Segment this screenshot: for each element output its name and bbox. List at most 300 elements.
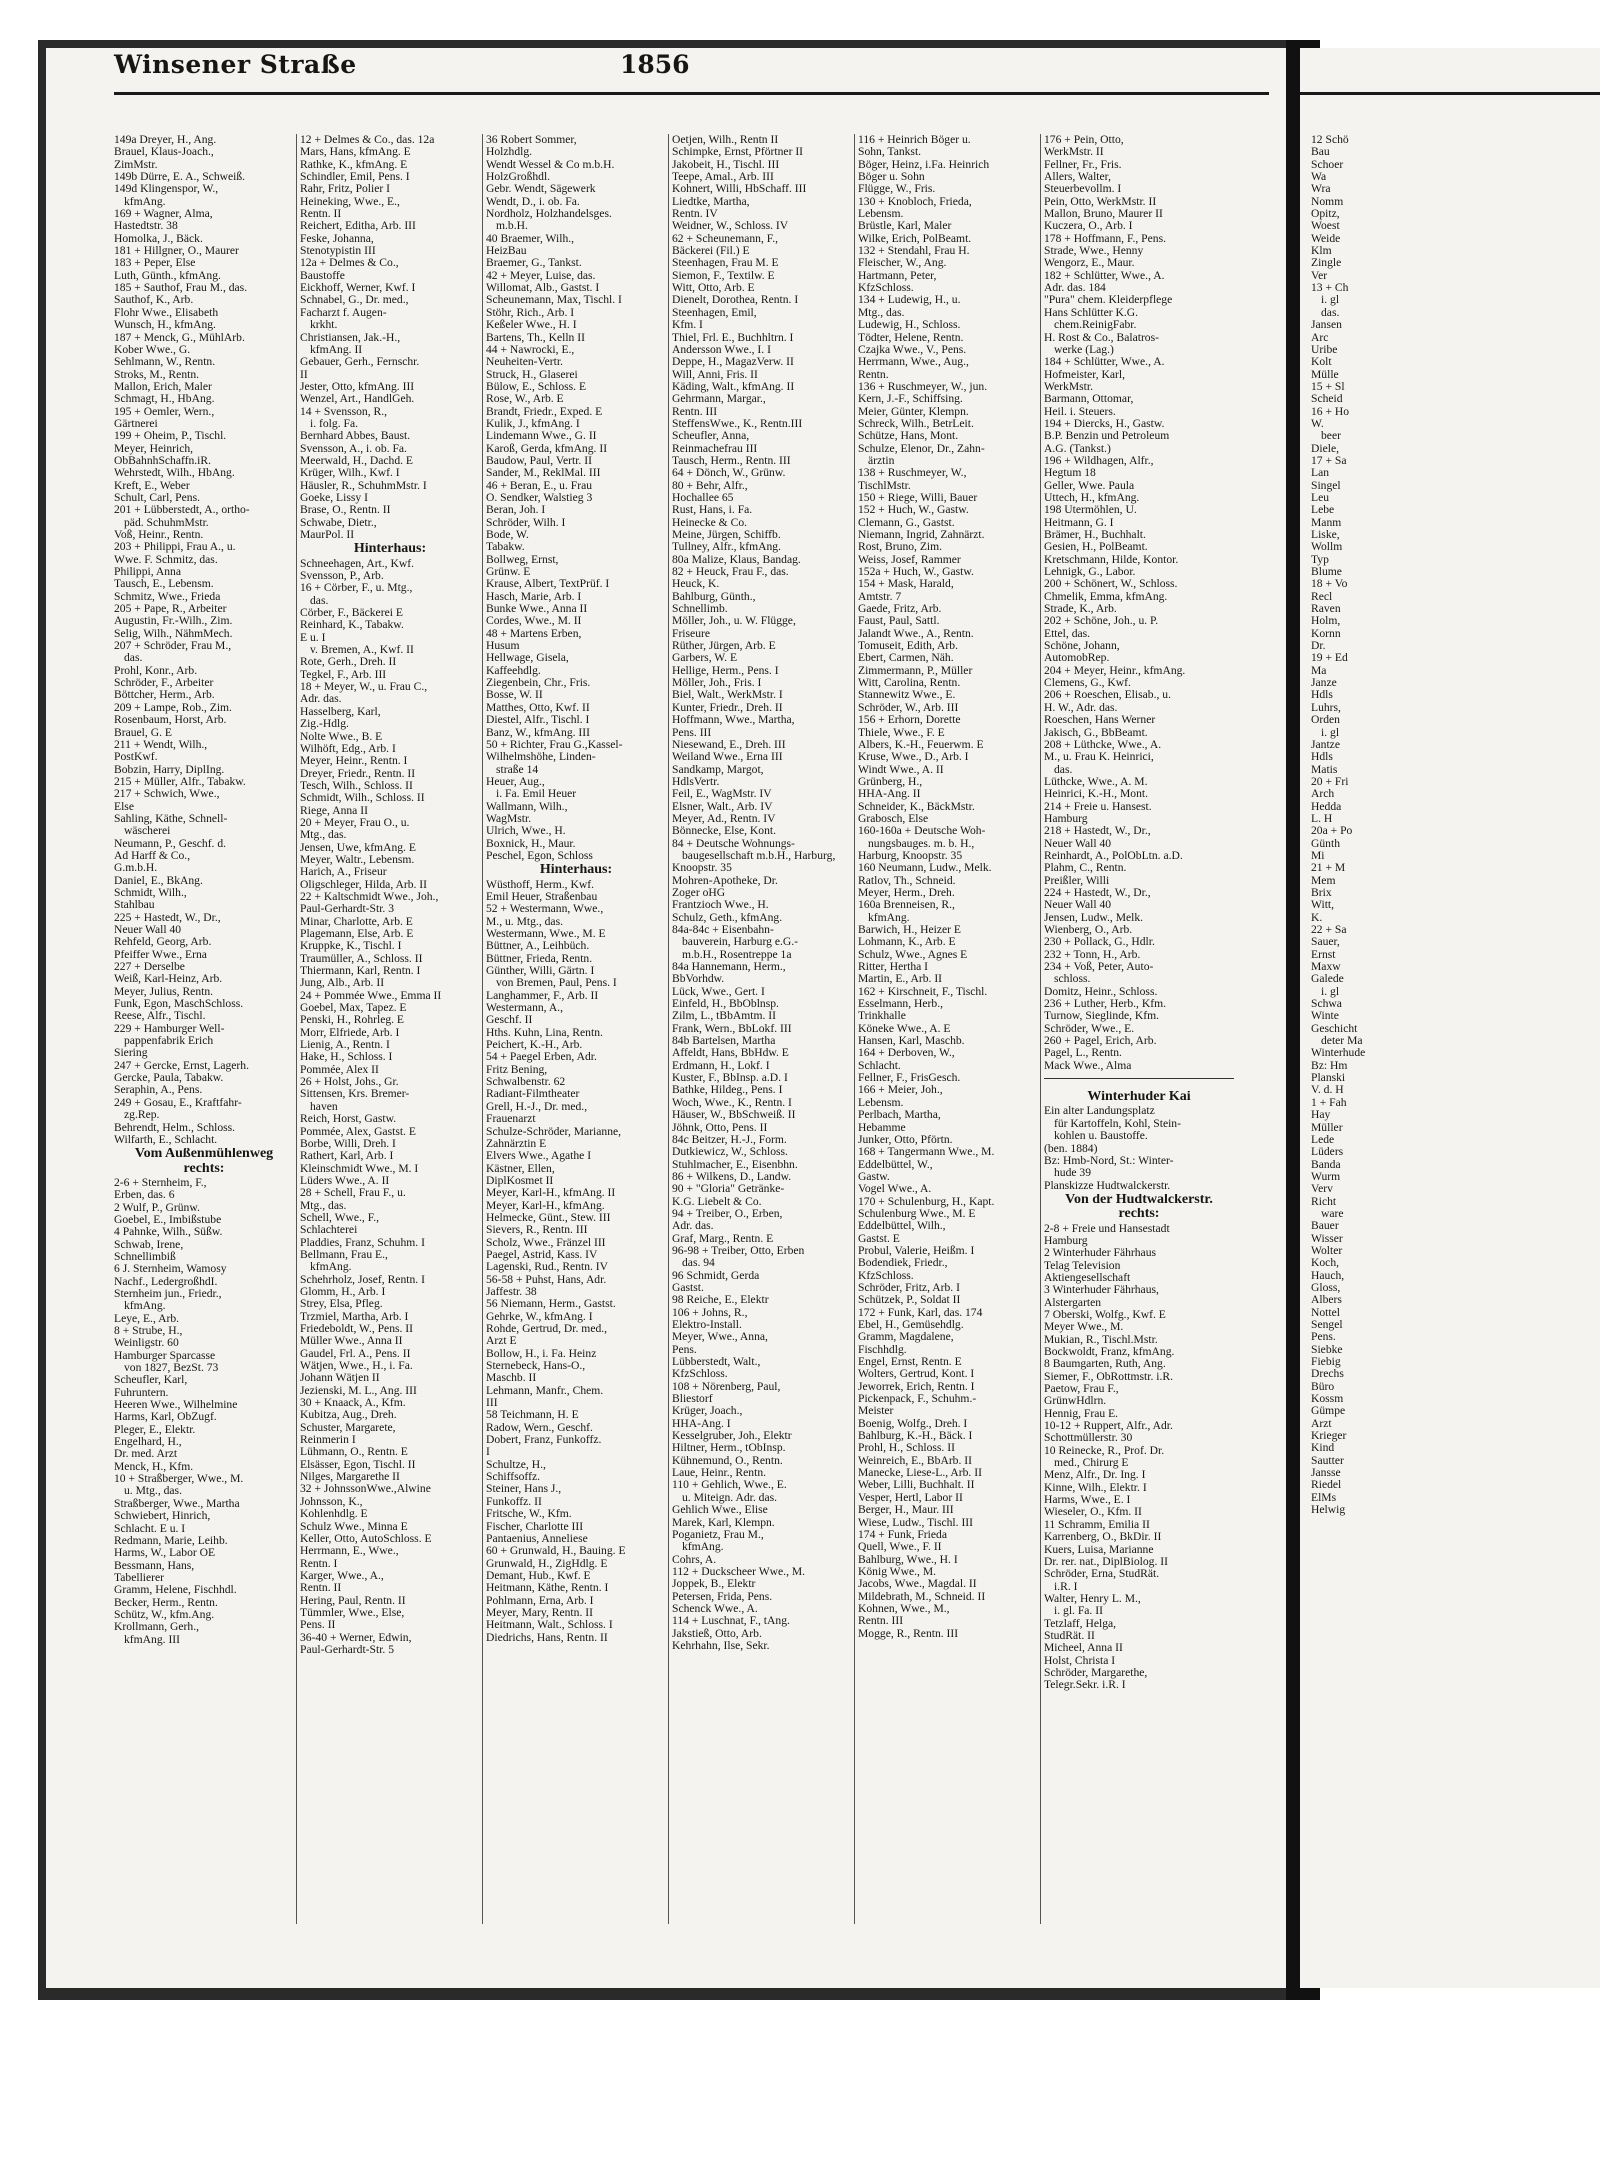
directory-entry-line: GrünwHdlrn. [1044, 1395, 1107, 1408]
directory-entry-line: Preißler, Willi [1044, 874, 1110, 887]
directory-entry-line: 12 + Delmes & Co., das. 12a [300, 134, 435, 146]
directory-entry-line: Einfeld, H., BbOblnsp. [672, 998, 779, 1011]
directory-entry-line: kohlen u. Baustoffe. [1054, 1130, 1148, 1143]
directory-entry-line: Vom Außenmühlenweg [134, 1148, 274, 1161]
directory-entry-line: K.G. Liebelt & Co. [672, 1195, 762, 1208]
directory-entry-line: von Bremen, Paul, Pens. I [496, 977, 617, 990]
directory-entry-line: Möller, Joh., u. W. Flügge, [672, 615, 796, 628]
directory-entry-line: Barmann, Ottomar, [1044, 393, 1134, 406]
directory-entry-line: Schröder, W., Arb. III [858, 701, 959, 714]
directory-entry-line: Bellmann, Frau E., [300, 1248, 388, 1261]
directory-entry-line: Rentn. III [858, 1615, 904, 1628]
directory-entry-line: Tullney, Alfr., kfmAng. [672, 541, 781, 554]
directory-entry-line: werke (Lag.) [1054, 343, 1114, 356]
directory-entry-line: Diestel, Alfr., Tischl. I [486, 714, 590, 727]
directory-entry-line: Mem [1311, 874, 1336, 887]
directory-entry-line: Augustin, Fr.-Wilh., Zim. [114, 615, 233, 628]
directory-entry-line: DiplKosmet II [486, 1174, 554, 1187]
directory-entry-line: Gastst. [672, 1281, 704, 1294]
directory-entry-line: Jalandt Wwe., A., Rentn. [858, 627, 974, 640]
directory-entry-line: Scheufler, Anna, [672, 430, 750, 443]
directory-entry-line: Recl [1311, 590, 1333, 603]
directory-entry-line: Heil. i. Steuers. [1044, 405, 1116, 418]
directory-entry-line: straße 14 [496, 763, 539, 776]
directory-entry-line: Engelhard, H., [114, 1436, 182, 1449]
directory-entry-line: Weiland Wwe., Erna III [672, 751, 783, 764]
directory-entry-line: 96-98 + Treiber, Otto, Erben [672, 1244, 805, 1257]
directory-entry-line: SteffensWwe., K., Rentn.III [672, 417, 803, 430]
directory-entry-line: 42 + Meyer, Luise, das. [486, 269, 596, 282]
directory-entry-line: Schneehagen, Art., Kwf. [300, 557, 414, 570]
directory-entry-line: m.b.H. [496, 220, 528, 233]
directory-entry-line: Oligschleger, Hilda, Arb. II [300, 878, 428, 891]
directory-entry-line: Jeworrek, Erich, Rentn. I [858, 1380, 975, 1393]
directory-entry-line: Woch, Wwe., K., Rentn. I [672, 1096, 792, 1109]
directory-entry-line: Marek, Karl, Klempn. [672, 1516, 775, 1529]
directory-entry-line: Baustoffe [300, 269, 345, 282]
directory-entry-line: Struck, H., Glaserei [486, 368, 578, 381]
directory-entry-line: Gaudel, Frl. A., Pens. II [300, 1347, 411, 1360]
directory-entry-line: Nachf., LedergroßhdI. [114, 1275, 218, 1288]
directory-entry-line: Reese, Alfr., Tischl. [114, 1010, 206, 1023]
directory-entry-line: Bülow, E., Schloss. E [486, 380, 587, 393]
directory-entry-line: 14 + Svensson, R., [300, 405, 388, 418]
directory-entry-line: 17 + Sa [1311, 454, 1347, 467]
directory-entry-line: 194 + Diercks, H., Gastw. [1044, 417, 1165, 430]
directory-entry-line: Wra [1311, 183, 1331, 196]
directory-entry-line: 187 + Menck, G., MühlArb. [114, 331, 245, 344]
directory-entry-line: Jung, Alb., Arb. II [300, 977, 385, 990]
directory-entry-line: Sehlmann, W., Rentn. [114, 356, 216, 369]
directory-entry-line: Micheel, Anna II [1044, 1642, 1123, 1655]
directory-entry-line: beer [1321, 430, 1341, 443]
directory-entry-line: Erben, das. 6 [114, 1189, 175, 1202]
directory-entry-line: Weber, Lilli, Buchhalt. II [858, 1479, 975, 1492]
directory-entry-line: 205 + Pape, R., Arbeiter [114, 603, 227, 616]
directory-entry-line: 2-8 + Freie und Hansestadt [1044, 1222, 1170, 1235]
directory-entry-line: Gesien, H., PolBeamt. [1044, 541, 1148, 554]
directory-entry-line: Keller, Otto, AutoSchloss. E [300, 1532, 432, 1545]
directory-entry-line: Ettel, das. [1044, 627, 1091, 640]
directory-entry-line: 138 + Ruschmeyer, W., [858, 467, 967, 480]
directory-entry-line: Jakisch, G., BbBeamt. [1044, 726, 1148, 739]
directory-entry-line: Elektro-Install. [672, 1319, 742, 1331]
directory-entry-line: Schell, Wwe., F., [300, 1211, 380, 1224]
directory-entry-line: Schnabel, G., Dr. med., [300, 294, 409, 307]
directory-entry-line: Fischer, Charlotte III [486, 1520, 584, 1533]
directory-entry-line: 6 J. Sternheim, Wamosy [114, 1263, 227, 1276]
directory-entry-line: Mülle [1311, 368, 1339, 381]
directory-entry-line: Möller, Joh., Fris. I [672, 677, 762, 690]
directory-entry-line: Gramm, Helene, Fischhdl. [114, 1584, 237, 1597]
directory-entry-line: 249 + Gosau, E., Kraftfahr- [114, 1096, 242, 1109]
directory-entry-line: chem.ReinigFabr. [1054, 319, 1137, 332]
directory-entry-line: Jacobs, Wwe., Magdal. II [858, 1578, 977, 1591]
directory-entry-line: 185 + Sauthof, Frau M., das. [114, 282, 248, 295]
directory-entry-line: Flohr Wwe., Elisabeth [114, 306, 219, 319]
directory-entry-line: Sahling, Käthe, Schnell- [114, 812, 228, 825]
directory-entry-line: Neumann, P., Geschf. d. [114, 837, 227, 850]
directory-entry-line: Braemer, G., Tankst. [486, 257, 582, 270]
directory-entry-line: Turnow, Sieglinde, Kfm. [1044, 1010, 1160, 1023]
directory-entry-line: Roeschen, Hans Werner [1044, 714, 1156, 727]
directory-entry-line: Probul, Valerie, Heißm. I [858, 1244, 975, 1257]
directory-entry-line: Zahnärztin E [486, 1137, 547, 1150]
directory-entry-line: Frauenarzt [486, 1113, 536, 1126]
directory-entry-line: Kuczera, O., Arb. I [1044, 220, 1133, 233]
directory-entry-line: 96 Schmidt, Gerda [672, 1269, 760, 1282]
directory-entry-line: 22 + Kaltschmidt Wwe., Joh., [300, 890, 439, 903]
directory-entry-line: Fiebig [1311, 1356, 1341, 1369]
directory-entry-line: Hiltner, Herm., tObInsp. [672, 1442, 786, 1455]
directory-entry-line: Sandkamp, Margot, [672, 763, 764, 776]
directory-entry-line: Elsässer, Egon, Tischl. II [300, 1458, 416, 1471]
directory-entry-line: Hamburger Sparcasse [114, 1349, 216, 1362]
directory-entry-line: 84a Hannemann, Herm., [672, 961, 786, 974]
directory-entry-line: Mi [1311, 849, 1325, 862]
directory-entry-line: Krüger, Joach., [672, 1405, 743, 1418]
directory-entry-line: L. H [1311, 812, 1333, 825]
directory-entry-line: Kreft, E., Weber [114, 479, 190, 492]
directory-entry-line: 114 + Luschnat, F., tAng. [672, 1615, 790, 1628]
directory-entry-line: 80a Malize, Klaus, Bandag. [672, 553, 801, 566]
directory-entry-line: Minar, Charlotte, Arb. E [300, 915, 413, 928]
directory-entry-line: Pickenpack, F., Schuhm.- [858, 1393, 977, 1406]
directory-entry-line: Galede [1311, 973, 1344, 986]
directory-entry-line: 30 + Knaack, A., Kfm. [300, 1397, 406, 1410]
directory-entry-line: 32 + JohnssonWwe.,Alwine [300, 1483, 431, 1496]
directory-entry-line: Diele, [1311, 442, 1340, 455]
directory-entry-line: Gärtnerei [114, 417, 158, 430]
directory-entry-line: Günther, Willi, Gärtn. I [486, 965, 595, 978]
directory-entry-line: 214 + Freie u. Hansest. [1044, 800, 1152, 813]
directory-entry-line: Uribe [1311, 343, 1338, 356]
directory-entry-line: Domitz, Heinr., Schloss. [1044, 985, 1158, 998]
directory-entry-line: Böttcher, Herm., Arb. [114, 689, 215, 702]
directory-entry-line: Winte [1311, 1010, 1339, 1023]
directory-entry-line: Neuer Wall 40 [1044, 899, 1112, 912]
directory-entry-line: Bz: Hmb-Nord, St.: Winter- [1044, 1154, 1174, 1167]
directory-entry-line: 164 + Derboven, W., [858, 1047, 955, 1060]
directory-entry-line: Hake, H., Schloss. I [300, 1051, 393, 1064]
directory-entry-line: Kretschmann, Hilde, Kontor. [1044, 553, 1179, 566]
directory-entry-line: Meyer, Mary, Rentn. II [486, 1606, 593, 1619]
directory-entry-line: Uttech, H., kfmAng. [1044, 491, 1140, 504]
directory-entry-line: Kleinschmidt Wwe., M. I [300, 1162, 419, 1175]
directory-entry-line: 12a + Delmes & Co., [300, 257, 399, 270]
directory-entry-line: Vesper, Hertl, Labor II [858, 1491, 963, 1504]
directory-entry-line: Traumüller, A., Schloss. II [300, 952, 423, 965]
directory-entry-line: Tausch, E., Lebensm. [114, 578, 214, 591]
directory-entry-line: Brüstle, Karl, Maler [858, 220, 952, 233]
directory-entry-line: Liedtke, Martha, [672, 195, 750, 208]
directory-entry-line: 8 + Strube, H., [114, 1325, 183, 1337]
directory-entry-line: 211 + Wendt, Wilh., [114, 738, 208, 751]
directory-entry-line: Schöne, Johann, [1044, 640, 1120, 653]
directory-entry-line: Heitmann, Käthe, Rentn. I [486, 1582, 609, 1595]
directory-entry-line: Menck, H., Kfm. [114, 1460, 194, 1473]
directory-entry-line: Fritz Bening, [486, 1063, 548, 1076]
directory-entry-line: Jensen, Ludw., Melk. [1044, 911, 1144, 924]
directory-entry-line: Hartmann, Peter, [858, 269, 937, 282]
directory-entry-line: Geller, Wwe. Paula [1044, 479, 1135, 492]
directory-entry-line: HdlsVertr. [672, 775, 720, 788]
directory-entry-line: Menz, Alfr., Dr. Ing. I [1044, 1469, 1146, 1482]
directory-entry-line: Lück, Wwe., Gert. I [672, 985, 765, 998]
directory-entry-line: Eddelbüttel, W., [858, 1158, 933, 1171]
directory-entry-line: Frank, Wern., BbLokf. III [672, 1022, 792, 1035]
directory-entry-line: Becker, Herm., Rentn. [114, 1596, 218, 1609]
directory-entry-line: 24 + Pommée Wwe., Emma II [300, 989, 442, 1002]
directory-entry-line: Jansen [1311, 319, 1342, 332]
directory-entry-line: 260 + Pagel, Erich, Arb. [1044, 1035, 1157, 1048]
directory-entry-line: Wilhöft, Edg., Arb. I [300, 742, 396, 755]
directory-entry-line: Köneke Wwe., A. E [858, 1022, 951, 1035]
directory-entry-line: 4 Pahnke, Wilh., Süßw. [114, 1226, 223, 1239]
directory-entry-line: Rüther, Jürgen, Arb. E [672, 640, 776, 653]
directory-entry-line: Pens. [1311, 1331, 1336, 1344]
directory-entry-line: Matthes, Otto, Kwf. II [486, 701, 590, 714]
directory-entry-line: 170 + Schulenburg, H., Kapt. [858, 1195, 995, 1208]
directory-entry-line: Rentn. IV [672, 208, 718, 221]
directory-entry-line: Kossm [1311, 1393, 1344, 1406]
directory-entry-line: 230 + Pollack, G., Hdlr. [1044, 936, 1155, 949]
directory-entry-line: Ein alter Landungsplatz [1044, 1105, 1155, 1118]
directory-entry-line: Lebe [1311, 504, 1335, 517]
directory-entry-line: Nottel [1311, 1306, 1340, 1319]
directory-entry-line: 48 + Martens Erben, [486, 627, 582, 640]
directory-entry-line: Elsner, Walt., Arb. IV [672, 800, 773, 813]
directory-entry-line: MaurPol. II [300, 529, 355, 541]
directory-entry-line: Ma [1311, 664, 1327, 677]
directory-entry-line: Meyer, Karl-H., kfmAng. [486, 1199, 605, 1212]
directory-entry-line: Wüsthoff, Herm., Kwf. [486, 878, 594, 891]
directory-entry-line: Bosse, W. II [486, 689, 543, 702]
directory-entry-line: Kruppke, K., Tischl. I [300, 940, 402, 953]
directory-entry-line: Weinligstr. 60 [114, 1337, 179, 1350]
directory-entry-line: Heitmann, Walt., Schloss. I [486, 1619, 613, 1632]
directory-entry-line: 232 + Tonn, H., Arb. [1044, 948, 1141, 961]
directory-entry-line: Kruse, Wwe., D., Arb. I [858, 751, 969, 764]
directory-entry-line: Schröder, Wilh. I [486, 516, 566, 529]
directory-entry-line: zg.Rep. [124, 1109, 160, 1122]
directory-entry-line: Kohlenhdlg. E [300, 1508, 368, 1521]
directory-entry-line: Kern, J.-F., Schiffsing. [858, 393, 963, 406]
directory-entry-line: M., u. Frau K. Heinrici, [1044, 751, 1154, 764]
directory-entry-line: 58 Teichmann, H. E [486, 1409, 579, 1422]
directory-entry-line: 149b Dürre, E. A., Schweiß. [114, 171, 246, 184]
directory-entry-line: Stuhlmacher, E., Eisenbhn. [672, 1158, 798, 1171]
directory-entry-line: Lehmann, Manfr., Chem. [486, 1384, 604, 1397]
directory-entry-line: Joppek, B., Elektr [672, 1578, 756, 1591]
directory-entry-line: Cörber, F., Bäckerei E [300, 607, 403, 620]
directory-entry-line: Hinterhaus: [353, 543, 427, 556]
directory-entry-line: Jantze [1311, 738, 1340, 751]
directory-entry-line: Lübberstedt, Walt., [672, 1356, 761, 1369]
directory-entry-line: 20 + Meyer, Frau O., u. [300, 816, 410, 829]
directory-entry-line: Meine, Jürgen, Schiffb. [672, 529, 781, 541]
directory-column-2 [300, 134, 480, 1934]
directory-entry-line: Schiffsoffz. [486, 1471, 540, 1484]
directory-entry-line: Kind [1311, 1442, 1335, 1455]
directory-entry-line: Walter, Henry L. M., [1044, 1592, 1141, 1605]
directory-entry-line: Büro [1311, 1380, 1335, 1393]
directory-entry-line: das. [124, 652, 143, 665]
directory-entry-line: Helmecke, Günt., Stew. III [486, 1211, 611, 1224]
directory-entry-line: Bollow, H., i. Fa. Heinz [486, 1347, 597, 1360]
directory-entry-line: 22 + Sa [1311, 924, 1347, 936]
directory-entry-line: Voß, Heinr., Rentn. [114, 529, 204, 541]
directory-entry-line: Friedeboldt, W., Pens. II [300, 1323, 414, 1335]
directory-entry-line: 20a + Po [1311, 825, 1353, 838]
directory-entry-line: Heinrici, K.-H., Mont. [1044, 788, 1149, 801]
directory-entry-line: Rentn. II [300, 1582, 342, 1595]
directory-entry-line: Heineking, Wwe., E., [300, 195, 400, 208]
directory-entry-line: Radiant-Filmtheater [486, 1088, 580, 1101]
directory-entry-line: 2-6 + Sternheim, F., [114, 1176, 207, 1189]
directory-entry-line: PostKwf. [114, 751, 158, 764]
directory-entry-line: Riege, Anna II [300, 804, 368, 817]
directory-entry-line: 40 Braemer, Wilh., [486, 232, 575, 245]
directory-entry-line: Meyer, Julius, Rentn. [114, 985, 214, 998]
directory-entry-line: das. [310, 594, 329, 607]
directory-entry-line: Mallon, Bruno, Maurer II [1044, 208, 1163, 221]
directory-entry-line: kfmAng. [124, 195, 166, 208]
directory-entry-line: Büttner, A., Leihbüch. [486, 940, 590, 953]
directory-entry-line: 198 Utermöhlen, U. [1044, 504, 1137, 517]
directory-entry-line: Martin, E., Arb. II [858, 973, 943, 986]
directory-entry-line: Hegtum 18 [1044, 467, 1096, 480]
directory-entry-line: Reichert, Editha, Arb. III [300, 220, 416, 233]
directory-entry-line: Holm, [1311, 615, 1341, 628]
column-rule [482, 134, 483, 1924]
directory-entry-line: Müller Wwe., Anna II [300, 1335, 403, 1348]
directory-entry-line: Stöhr, Rich., Arb. I [486, 306, 575, 319]
directory-entry-line: Mtg., das. [300, 829, 347, 842]
directory-entry-line: 206 + Roeschen, Elisab., u. [1044, 689, 1171, 702]
directory-entry-line: Jansse [1311, 1467, 1341, 1480]
directory-entry-line: Brandt, Friedr., Exped. E [486, 405, 603, 418]
directory-entry-line: Kohnen, Wwe., M., [858, 1602, 950, 1615]
directory-entry-line: Bäckerei (Fil.) E [672, 245, 750, 258]
directory-entry-line: 60 + Grunwald, H., Bauing. E [486, 1545, 626, 1558]
directory-entry-line: 174 + Funk, Frieda [858, 1528, 947, 1541]
directory-entry-line: Strade, Wwe., Henny [1044, 245, 1144, 258]
directory-entry-line: 11 Schramm, Emilia II [1044, 1518, 1150, 1531]
directory-entry-line: Schwab, Irene, [114, 1238, 184, 1251]
directory-entry-line: Witt, [1311, 899, 1335, 912]
directory-entry-line: Koch, [1311, 1257, 1340, 1270]
directory-entry-line: Nomm [1311, 195, 1344, 208]
directory-entry-line: 13 + Ch [1311, 282, 1349, 295]
directory-entry-line: 16 + Cörber, F., u. Mtg., [300, 582, 413, 595]
directory-entry-line: 50 + Richter, Frau G.,Kassel- [486, 738, 623, 751]
directory-entry-line: Pleger, E., Elektr. [114, 1423, 196, 1436]
directory-entry-line: Kehrhahn, Ilse, Sekr. [672, 1639, 770, 1652]
directory-entry-line: 3 Winterhuder Fährhaus, [1044, 1284, 1159, 1297]
directory-entry-line: Gastst. E [858, 1232, 900, 1245]
directory-entry-line: rechts: [183, 1162, 225, 1175]
directory-entry-line: Langhammer, F., Arb. II [486, 989, 599, 1002]
directory-entry-line: Zig.-Hdlg. [300, 718, 349, 731]
directory-entry-line: Schwabe, Dietr., [300, 516, 377, 529]
directory-entry-line: 18 + Vo [1311, 578, 1348, 591]
directory-entry-line: Böger, Heinz, i.Fa. Heinrich [858, 158, 990, 171]
directory-entry-line: Ebert, Carmen, Näh. [858, 652, 954, 665]
directory-entry-line: Hansen, Karl, Maschb. [858, 1035, 965, 1048]
directory-entry-line: 204 + Meyer, Heinr., kfmAng. [1044, 664, 1186, 677]
directory-entry-line: Affeldt, Hans, BbHdw. E [672, 1047, 789, 1060]
directory-entry-line: WagMstr. [486, 812, 532, 825]
column-rule [668, 134, 669, 1924]
directory-entry-line: Daniel, E., BkAng. [114, 874, 203, 887]
directory-entry-line: Eickhoff, Werner, Kwf. I [300, 282, 416, 295]
directory-entry-line: Gercke, Paula, Tabakw. [114, 1072, 224, 1085]
directory-entry-line: Kfm. I [672, 319, 703, 332]
directory-entry-line: 98 Reiche, E., Elektr [672, 1294, 769, 1307]
directory-entry-line: Hamburg [1044, 812, 1088, 825]
directory-entry-line: Tausch, Herm., Rentn. III [672, 454, 791, 467]
directory-entry-line: Arc [1311, 331, 1329, 344]
directory-entry-line: Vogel Wwe., A. [858, 1183, 932, 1196]
directory-entry-line: Sauthof, K., Arb. [114, 294, 194, 307]
directory-entry-line: Hasselberg, Karl, [300, 705, 381, 718]
directory-entry-line: Penski, H., Rohrleg. E [300, 1014, 405, 1027]
directory-entry-line: Hdls [1311, 751, 1333, 764]
directory-entry-line: Von der Hudtwalckerstr. [1065, 1193, 1213, 1207]
directory-entry-line: 106 + Johns, R., [672, 1306, 748, 1319]
directory-entry-line: Mars, Hans, kfmAng. E [300, 146, 411, 159]
directory-entry-line: 2 Wulf, P., Grünw. [114, 1201, 200, 1214]
directory-entry-line: Andersson Wwe., I. I [672, 343, 771, 356]
directory-entry-line: u. Miteign. Adr. das. [682, 1491, 778, 1504]
directory-entry-line: Schuster, Margarete, [300, 1421, 396, 1434]
directory-entry-line: Sander, M., ReklMal. III [486, 467, 601, 480]
directory-entry-line: Wurm [1311, 1170, 1341, 1183]
directory-entry-line: Schröder, F., Arbeiter [114, 677, 214, 690]
directory-entry-line: Nilges, Margarethe II [300, 1471, 400, 1484]
directory-entry-line: Albers [1311, 1294, 1342, 1307]
directory-entry-line: Steuerbevollm. I [1044, 183, 1122, 196]
directory-entry-line: Reinmerin I [300, 1434, 356, 1447]
directory-entry-line: 116 + Heinrich Böger u. [858, 134, 971, 146]
directory-entry-line: Bollweg, Ernst, [486, 553, 559, 566]
directory-entry-line: Meyer, Karl-H., kfmAng. II [486, 1187, 616, 1200]
directory-entry-line: Westermann, Wwe., M. E [486, 928, 606, 940]
directory-entry-line: Hofmeister, Karl, [1044, 368, 1125, 381]
directory-entry-line: Johnsson, K., [300, 1495, 363, 1508]
directory-entry-line: Telegr.Sekr. i.R. I [1044, 1679, 1126, 1692]
directory-entry-line: 162 + Kirschneit, F., Tischl. [858, 985, 988, 998]
directory-entry-line: Kohnert, Willi, HbSchaff. III [672, 183, 807, 196]
directory-entry-line: Schindler, Emil, Pens. I [300, 171, 410, 184]
directory-entry-line: Wenzel, Art., HandlGeh. [300, 393, 415, 406]
directory-entry-line: Trzmiel, Martha, Arb. I [300, 1310, 409, 1323]
directory-entry-line: 15 + Sl [1311, 380, 1345, 393]
directory-entry-line: Lienig, A., Rentn. I [300, 1039, 390, 1052]
directory-entry-line: 84c Beitzer, H.-J., Form. [672, 1133, 787, 1146]
directory-entry-line: Verv [1311, 1183, 1333, 1196]
directory-entry-line: 149a Dreyer, H., Ang. [114, 134, 217, 146]
directory-entry-line: Bauer [1311, 1220, 1339, 1233]
directory-entry-line: Pagel, L., Rentn. [1044, 1047, 1122, 1060]
directory-entry-line: Luhrs, [1311, 701, 1341, 714]
directory-entry-line: 108 + Nörenberg, Paul, [672, 1380, 781, 1393]
directory-entry-line: Schoer [1311, 158, 1344, 171]
directory-entry-line: Pfeiffer Wwe., Erna [114, 948, 207, 961]
directory-entry-line: Winterhude [1311, 1047, 1366, 1060]
directory-entry-line: Wätjen, Wwe., H., i. Fa. [300, 1360, 413, 1373]
